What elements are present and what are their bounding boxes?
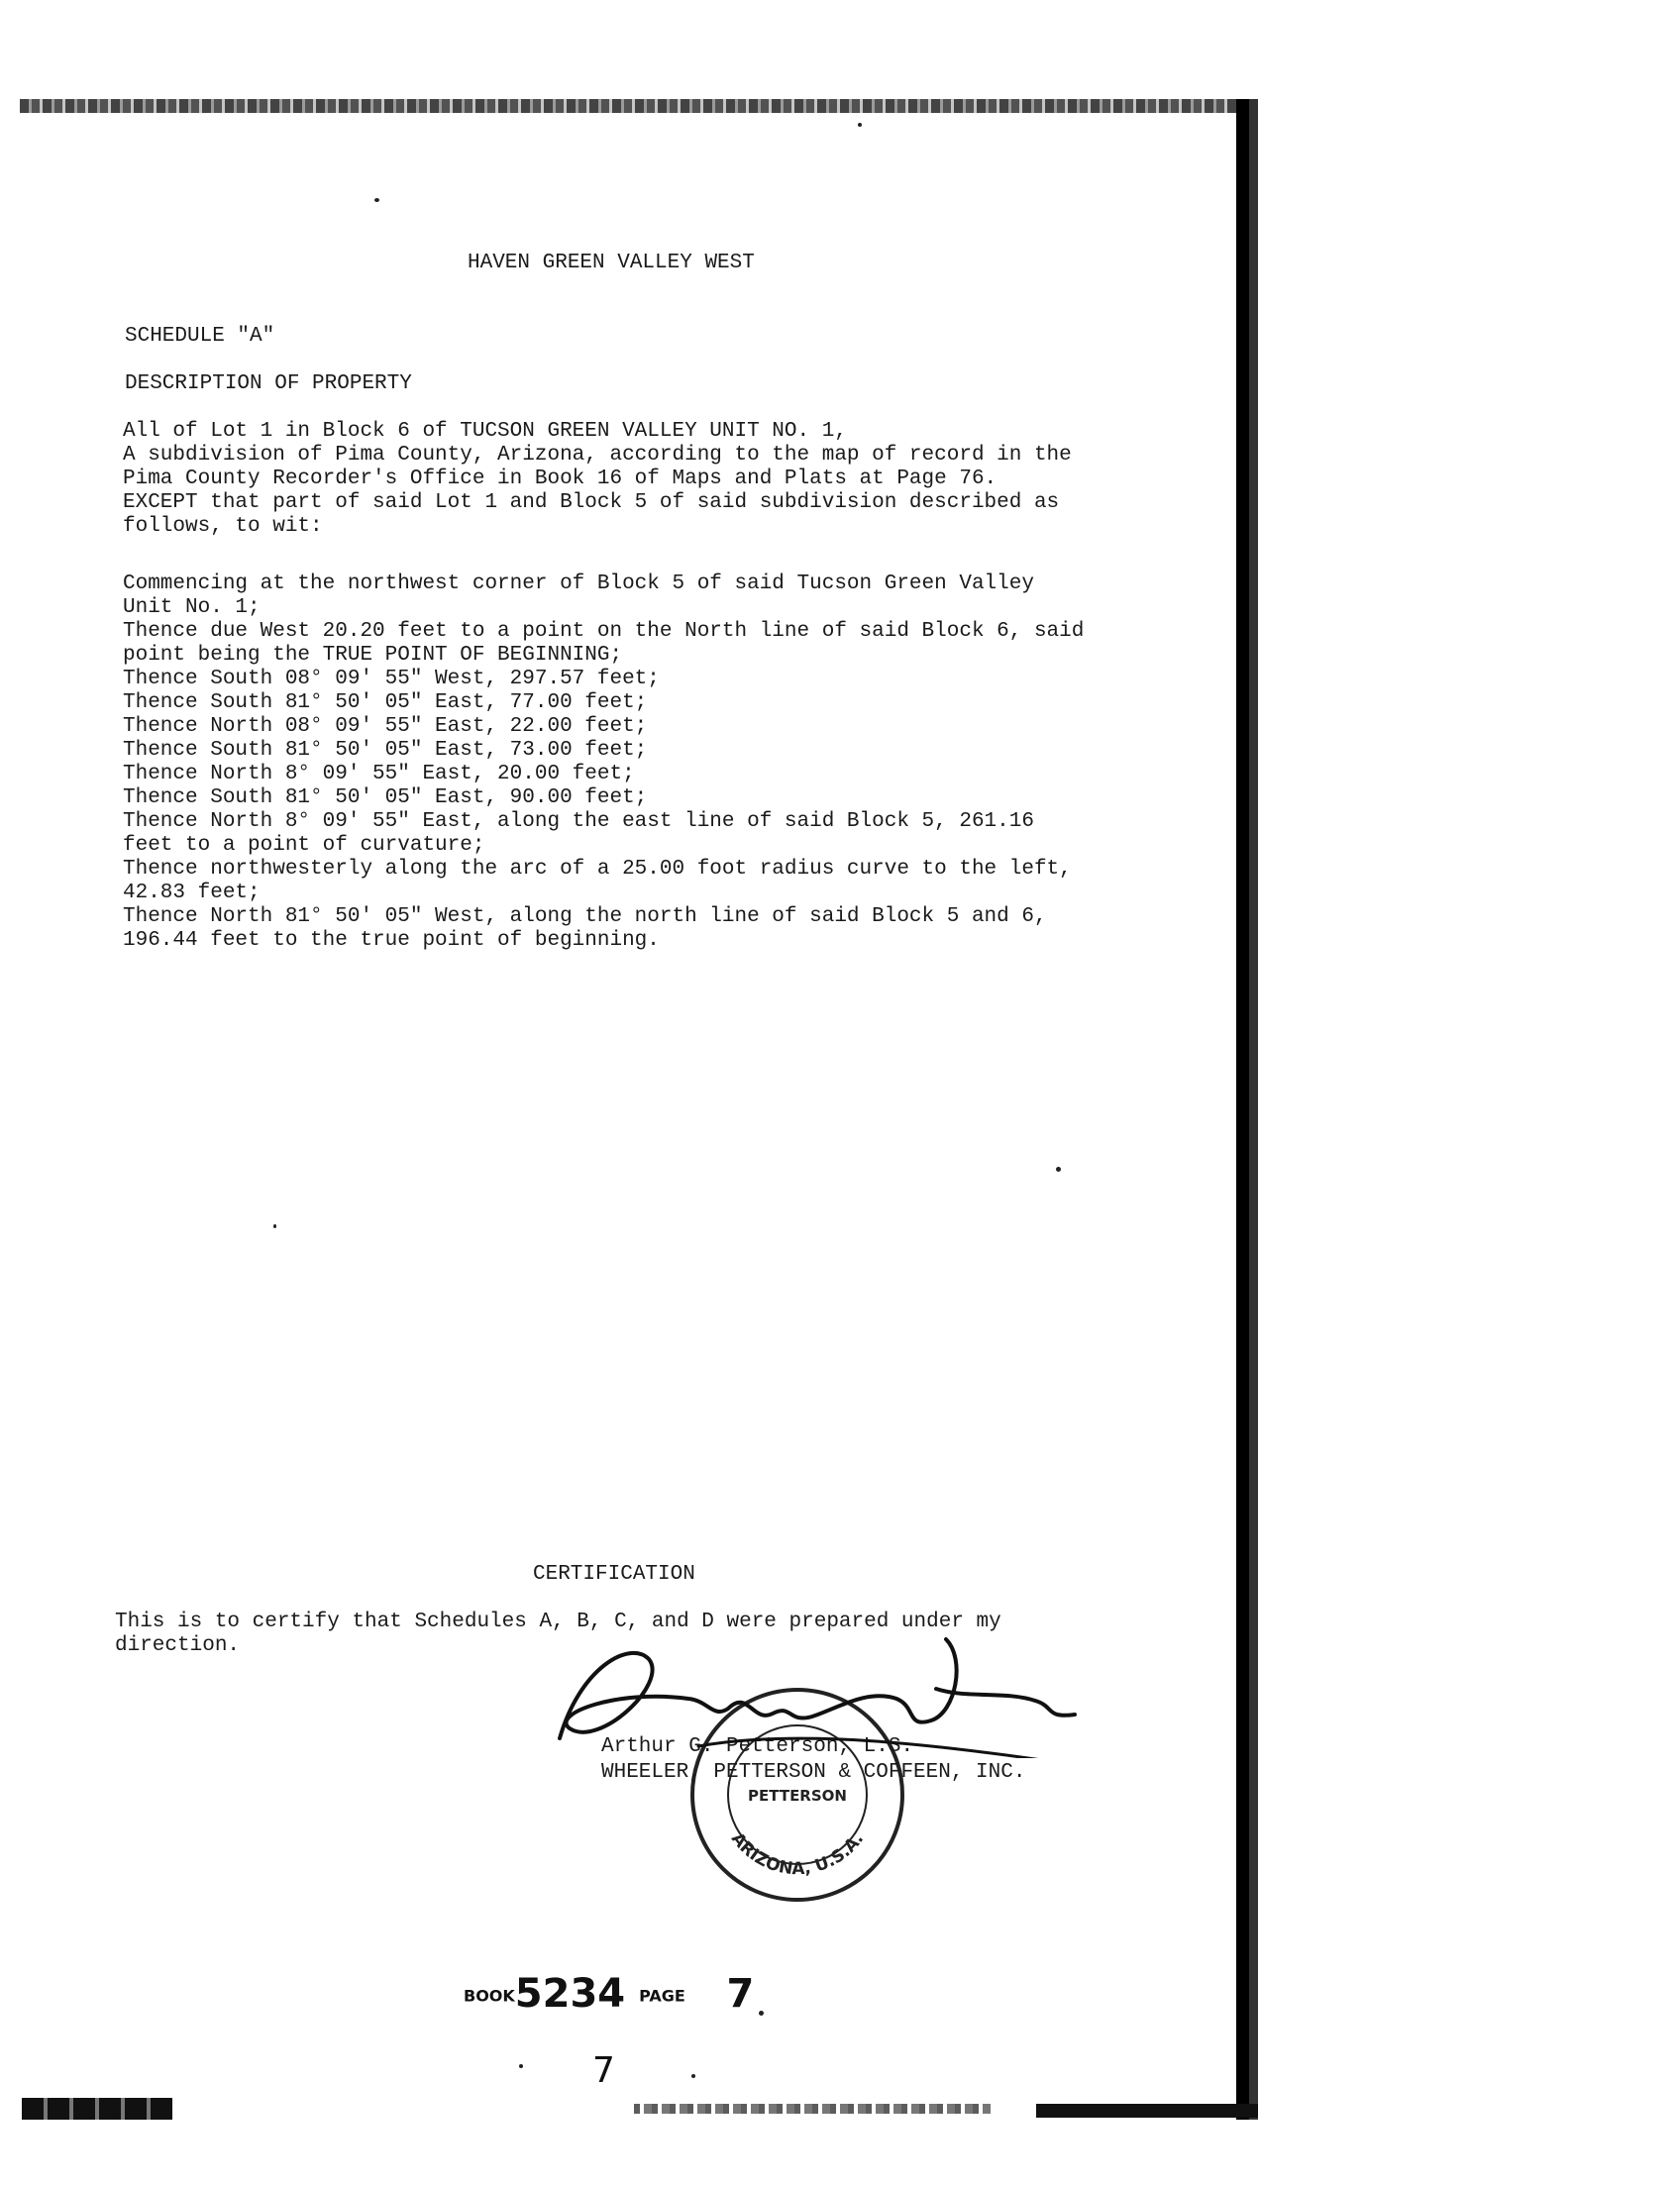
handwritten-signature	[540, 1629, 1095, 1758]
metes-and-bounds-paragraph: Commencing at the northwest corner of Block 5 of said Tucson Green Valley Unit No. 1; Thence due West 20.20 feet to a point on the North line of said Block 6, said point being the TRUE POINT OF BEGINNING; Thence South 08° 09' 55" West, 297.57 feet; Thence South 81° 50' 05" East, 77.00 feet; Thence North 08° 09' 55" East, 22.00 feet; Thence South 81° 50' 05" East, 73.00 feet; Thence North 8° 09' 55" East, 20.00 feet; Thence South 81° 50' 05" East, 90.00 feet; Thence North 8° 09' 55" East, along the east line of said Block 5, 261.16 feet to a point of curvature; Thence northwesterly along the arc of a 25.00 foot radius curve to the left, 42.83 feet; Thence North 81° 50' 05" West, along the north line of said Block 5 and 6, 196.44 feet to the true point of beginning.	[123, 573, 1085, 952]
page-value: 7	[726, 1971, 755, 2017]
signer-name: Arthur G. Petterson, L.S.	[601, 1735, 914, 1758]
seal-name: PETTERSON	[748, 1787, 847, 1805]
book-page-reference	[464, 1971, 754, 2017]
description-heading: DESCRIPTION OF PROPERTY	[125, 372, 412, 395]
scan-top-edge	[20, 99, 1258, 113]
scan-bottom-mid-strip	[634, 2104, 991, 2114]
certification-title: CERTIFICATION	[533, 1563, 695, 1586]
seal-state: ARIZONA, U.S.A.	[726, 1828, 869, 1880]
scan-speck	[1056, 1167, 1061, 1172]
page-label: PAGE	[639, 1986, 685, 2006]
scan-speck	[759, 2011, 764, 2016]
schedule-label: SCHEDULE "A"	[125, 325, 275, 348]
scan-speck	[273, 1224, 276, 1228]
scan-speck	[519, 2064, 523, 2068]
certification-text: This is to certify that Schedules A, B, C, and D were prepared under my direction.	[115, 1611, 1001, 1657]
scan-right-edge	[1236, 99, 1258, 2120]
scan-bottom-left-strip	[22, 2098, 172, 2120]
book-number: 5234	[514, 1971, 626, 2017]
firm-name: WHEELER, PETTERSON & COFFEEN, INC.	[601, 1761, 1026, 1784]
scan-bottom-right-strip	[1036, 2104, 1258, 2118]
svg-text:ARIZONA, U.S.A.	[727, 1829, 868, 1879]
book-label: BOOK	[464, 1986, 515, 2006]
document-title: HAVEN GREEN VALLEY WEST	[468, 252, 755, 274]
scan-speck	[691, 2074, 695, 2078]
scan-speck	[858, 123, 862, 127]
page-number: 7	[592, 2050, 615, 2091]
property-description-paragraph: All of Lot 1 in Block 6 of TUCSON GREEN VALLEY UNIT NO. 1, A subdivision of Pima County, Arizona, according to the map of record in the Pima County Recorder's Office in Book 16 of Maps and Plats at Page 76. EXCEPT that part of said Lot 1 and Block 5 of said subdivision described as follows, to wit:	[123, 420, 1072, 538]
scan-speck	[374, 198, 379, 202]
